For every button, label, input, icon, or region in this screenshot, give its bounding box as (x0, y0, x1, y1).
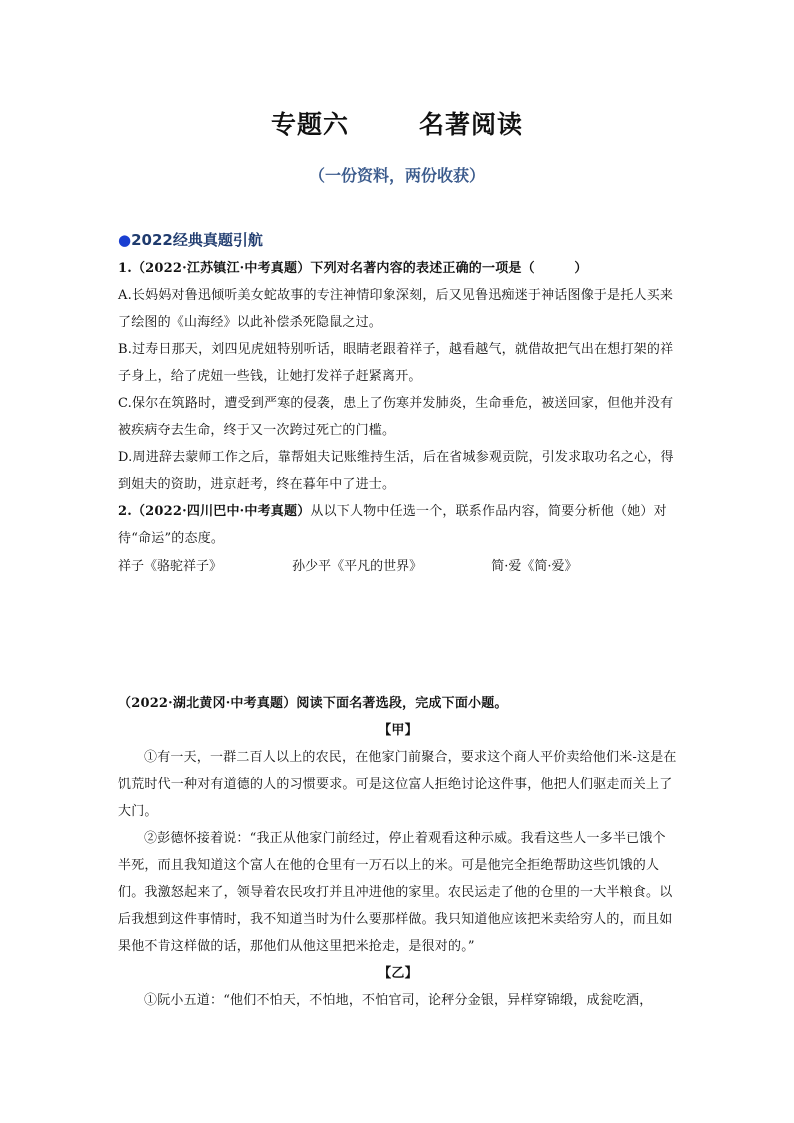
passage-yi-p1: ①阮小五道：“他们不怕天，不怕地，不怕官司，论秤分金银，异样穿锦缎，成瓮吃酒， (144, 993, 653, 1008)
q2-options (118, 555, 678, 574)
bullet-dot-icon: ● (118, 231, 132, 249)
title-part2: 名著阅读 (419, 110, 524, 139)
q2-option: 祥子《骆驼祥子》 (118, 559, 223, 574)
q2-option: 孙少平《平凡的世界》 (292, 559, 423, 574)
section-heading (118, 229, 263, 250)
section-heading-text: 2022经典真题引航 (131, 231, 263, 249)
q1-option-c: C.保尔在筑路时，遭受到严寒的侵袭，患上了伤寒并发肺炎，生命垂危，被送回家，但他并没有被疾病夺去生命，终于又一次跨过死亡的门槛。 (118, 396, 674, 438)
passage-jia-heading: 【甲】 (378, 723, 418, 738)
page-title (0, 105, 794, 141)
q3-stem: （2022·湖北黄冈·中考真题）阅读下面名著选段，完成下面小题。 (118, 696, 508, 711)
q1-option-a: A.长妈妈对鲁迅倾听美女蛇故事的专注神情印象深刻，后又见鲁迅痴迷于神话图像于是托人买来了绘图的《山海经》以此补偿杀死隐鼠之过。 (118, 288, 674, 330)
q2-option: 简·爱《简·爱》 (491, 559, 578, 574)
q2-stem-source: 2.（2022·四川巴中·中考真题） (118, 504, 311, 519)
passage-jia-p2: ②彭德怀接着说：“我正从他家门前经过，停止着观看这种示威。我看这些人一多半已饿个半死，而且我知道这个富人在他的仓里有一万石以上的米。可是他完全拒绝帮助这些饥饿的人们。我激怒起来了，领导着农民攻打并且冲进他的家里。农民运走了他的仓里的一大半粮食。以后我想到这件事情时，我不知道当时为什么要那样做。我只知道他应该把米卖给穷人的，而且如果他不肯这样做的话，那他们从他这里把米抢走，是很对的。” (118, 831, 673, 954)
passage-yi-heading: 【乙】 (378, 966, 418, 981)
q1-option-b: B.过寿日那天，刘四见虎妞特别听话，眼睛老跟着祥子，越看越气，就借故把气出在想打架的祥子身上，给了虎妞一些钱，让她打发祥子赶紧离开。 (118, 342, 674, 384)
subtitle: （一份资料，两份收获） (308, 166, 485, 185)
q1-option-d: D.周进辞去蒙师工作之后，靠帮姐夫记账维持生活，后在省城参观贡院，引发求取功名之心，得到姐夫的资助，进京赶考，终在暮年中了进士。 (118, 450, 674, 492)
passage-jia-p1: ①有一天，一群二百人以上的农民，在他家门前聚合，要求这个商人平价卖给他们米-这是在饥荒时代一种对有道德的人的习惯要求。可是这位富人拒绝讨论这件事，他把人们驱走而关上了大门。 (118, 750, 677, 819)
q2-stem-text: 从以下人物中任选一个，联系作品内容，简要分析他（她）对待“命运”的态度。 (118, 504, 667, 546)
title-part1: 专题六 (270, 110, 349, 139)
q2-stem (118, 498, 678, 552)
q1-stem: 1.（2022·江苏镇江·中考真题）下列对名著内容的表述正确的一项是（ ） (118, 261, 588, 276)
